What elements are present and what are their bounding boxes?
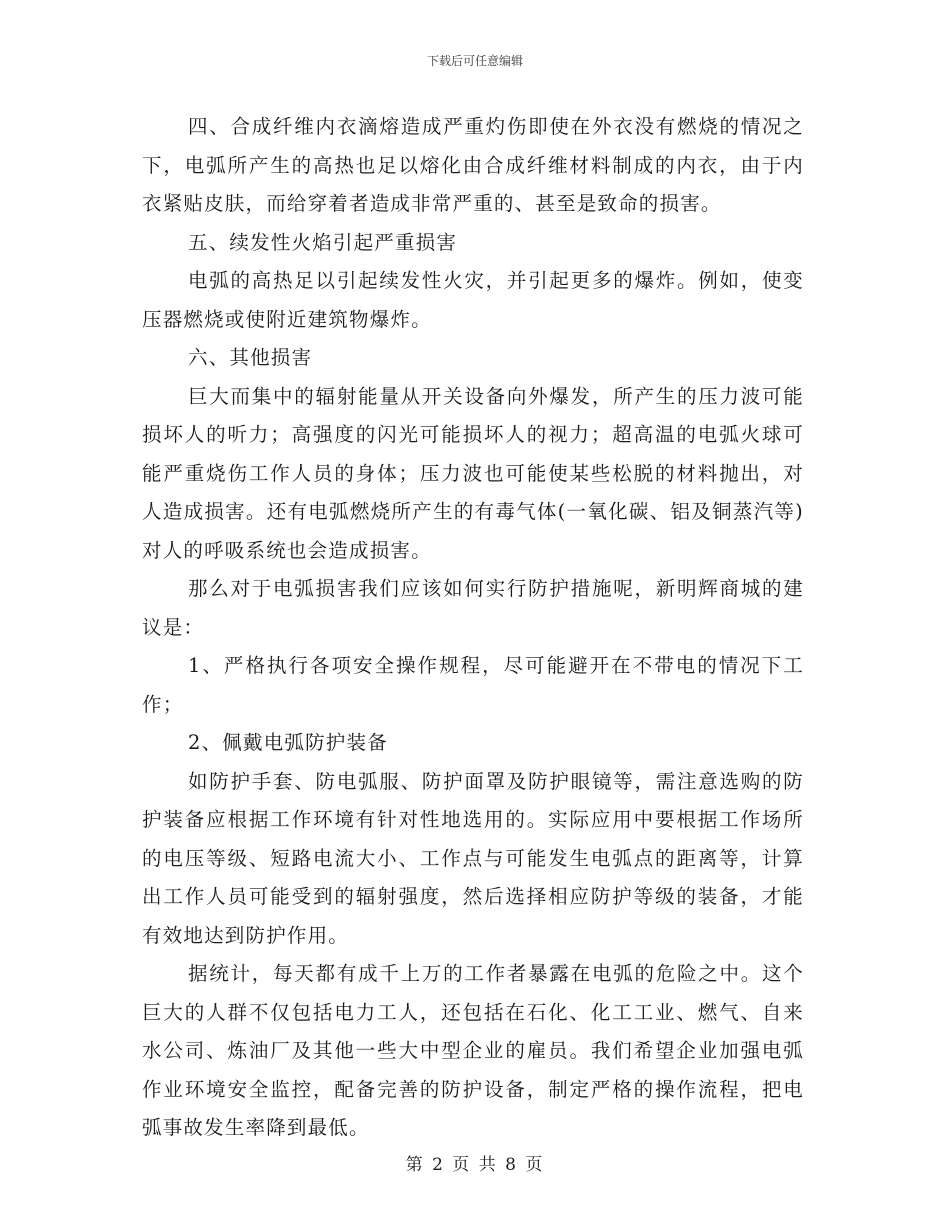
paragraph-other-damage: 巨大而集中的辐射能量从开关设备向外爆发，所产生的压力波可能损坏人的听力；高强度的闪光可能损坏人的视力；超高温的电弧火球可能严重烧伤工作人员的身体；压力波也可能使某些松脱的材料抛出，对人造成损害。还有电弧燃烧所产生的有毒气体(一氧化碳、铝及铜蒸汽等)对人的呼吸系统也会造成损害。 bbox=[142, 384, 804, 562]
paragraph-synthetic-underwear: 四、合成纤维内衣滴熔造成严重灼伤即使在外衣没有燃烧的情况之下，电弧所产生的高热也足以熔化由合成纤维材料制成的内衣，由于内衣紧贴皮肤，而给穿着者造成非常严重的、甚至是致命的损害。 bbox=[142, 115, 804, 215]
page-header: 下载后可任意编辑 bbox=[426, 54, 523, 68]
paragraph-secondary-fire: 电弧的高热足以引起续发性火灾，并引起更多的爆炸。例如，使变压器燃烧或使附近建筑物爆炸。 bbox=[142, 269, 804, 331]
list-item-2: 2、佩戴电弧防护装备 bbox=[188, 731, 388, 754]
paragraph-statistics: 据统计，每天都有成千上万的工作者暴露在电弧的危险之中。这个巨大的人群不仅包括电力工人，还包括在石化、化工工业、燃气、自来水公司、炼油厂及其他一些大中型企业的雇员。我们希望企业加强电弧作业环境安全监控，配备完善的防护设备，制定严格的操作流程，把电弧事故发生率降到最低。 bbox=[142, 962, 804, 1139]
paragraph-protection-question: 那么对于电弧损害我们应该如何实行防护措施呢，新明辉商城的建议是： bbox=[142, 577, 804, 639]
heading-other-damage: 六、其他损害 bbox=[188, 346, 313, 369]
paragraph-protective-equipment: 如防护手套、防电弧服、防护面罩及防护眼镜等，需注意选购的防护装备应根据工作环境有针对性地选用的。实际应用中要根据工作场所的电压等级、短路电流大小、工作点与可能发生电弧点的距离等，计算出工作人员可能受到的辐射强度，然后选择相应防护等级的装备，才能有效地达到防护作用。 bbox=[142, 769, 804, 947]
document-body bbox=[142, 108, 804, 1148]
list-item-1: 1、严格执行各项安全操作规程，尽可能避开在不带电的情况下工作； bbox=[142, 654, 804, 716]
page-footer: 第 2 页 共 8 页 bbox=[405, 1155, 545, 1175]
heading-secondary-fire: 五、续发性火焰引起严重损害 bbox=[188, 230, 458, 254]
